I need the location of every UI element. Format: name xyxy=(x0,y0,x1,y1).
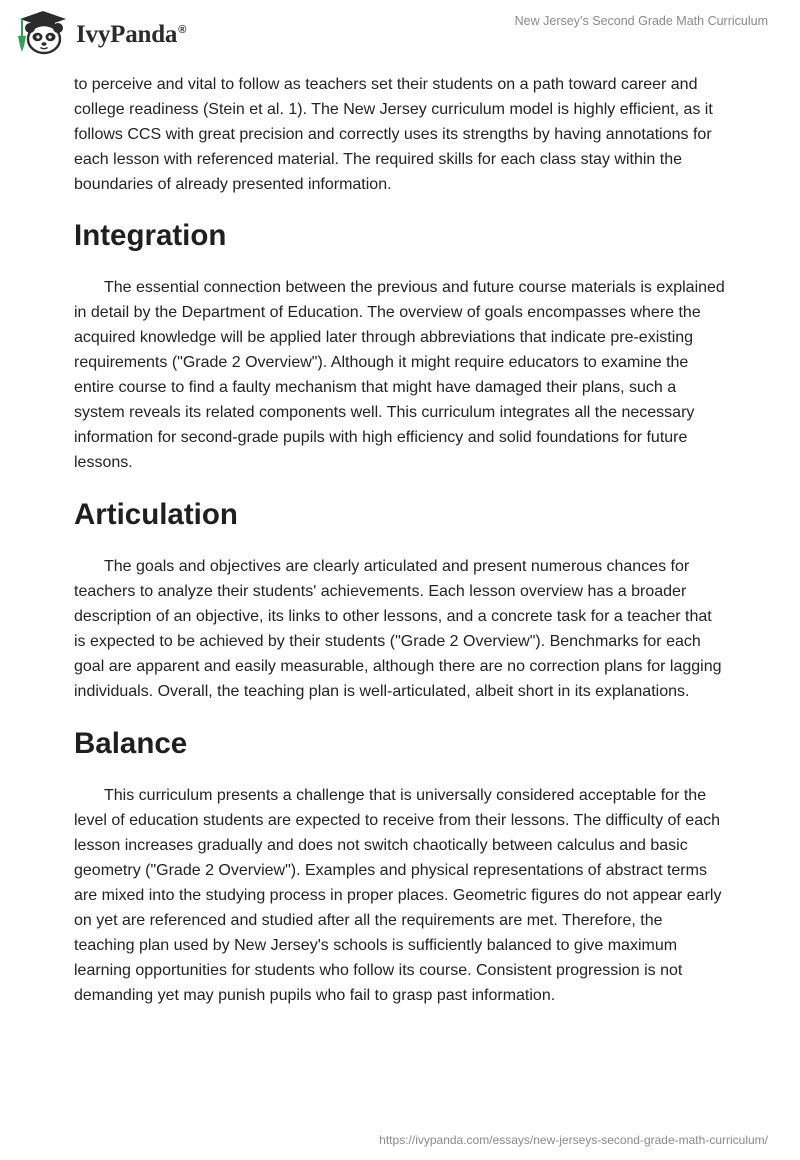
heading-articulation: Articulation xyxy=(74,498,238,531)
paragraph-balance: This curriculum presents a challenge that is universally considered acceptable for the level of education students are expected to receive from their lessons. The difficulty of each lesson increases gradually and does not switch chaotically between calculus and basic geometry ("Grade 2 Overview"). Examples and physical representations of abstract terms are mixed into the studying process in proper places. Geometric figures do not appear early on yet are referenced and studied after all the requirements are met. Therefore, the teaching plan used by New Jersey's schools is sufficiently balanced to give maximum learning opportunities for students who follow its course. Consistent progression is not demanding yet may punish pupils who fail to grasp past information. xyxy=(74,787,722,1004)
essay-body xyxy=(74,72,726,1008)
panda-graduate-icon xyxy=(14,8,72,58)
footer-source-url[interactable]: https://ivypanda.com/essays/new-jerseys-second-grade-math-curriculum/ xyxy=(379,1133,768,1147)
document-title: New Jersey’s Second Grade Math Curriculum xyxy=(514,14,768,28)
paragraph-integration: The essential connection between the previous and future course materials is explained in detail by the Department of Education. The overview of goals encompasses where the acquired knowledge will be applied later through abbreviations that indicate pre-existing requirements ("Grade 2 Overview"). Although it might require educators to examine the entire course to find a faulty mechanism that might have damaged their plans, such a system reveals its related components well. This curriculum integrates all the necessary information for second-grade pupils with high efficiency and solid foundations for future lessons. xyxy=(74,279,725,471)
registered-mark: ® xyxy=(178,23,187,36)
heading-integration: Integration xyxy=(74,219,227,252)
ivypanda-logo[interactable] xyxy=(14,8,186,58)
page-header xyxy=(0,0,800,70)
intro-paragraph: to perceive and vital to follow as teachers set their students on a path toward career and college readiness (Stein et al. 1). The New Jersey curriculum model is highly efficient, as it follows CCS with great precision and correctly uses its strengths by having annotations for each lesson with referenced material. The required skills for each class stay within the boundaries of already presented information. xyxy=(74,76,713,193)
paragraph-articulation: The goals and objectives are clearly articulated and present numerous chances for teachers to analyze their students' achievements. Each lesson overview has a broader description of an objective, its links to other lessons, and a concrete task for a teacher that is expected to be achieved by their students ("Grade 2 Overview"). Benchmarks for each goal are apparent and easily measurable, although there are no correction plans for lagging individuals. Overall, the teaching plan is well-articulated, albeit short in its explanations. xyxy=(74,558,722,700)
logo-wordmark xyxy=(76,21,186,49)
heading-balance: Balance xyxy=(74,727,188,760)
logo-text: IvyPanda xyxy=(76,21,178,48)
